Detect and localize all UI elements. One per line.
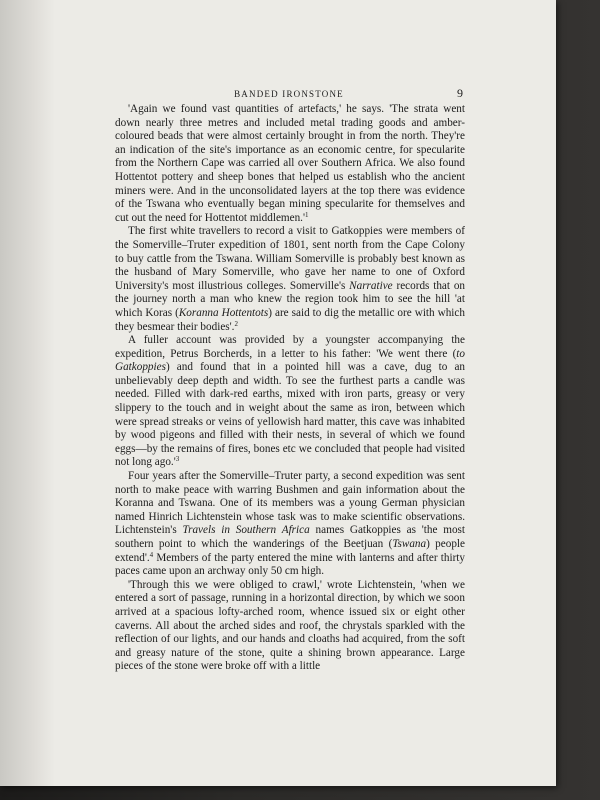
text-run: 'Again we found vast quantities of artefacts,' he says. 'The strata went down nearly three metres and included metal trading goods and amber-coloured beads that were almost certainly brought in from the north. They're an indication of the site's importance as an economic centre, for specularite from the Northern Cape was carried all over Southern Africa. We also found Hottentot pottery and sheep bones that helped us establish who the ancient miners were. And in the unconsolidated layers at the top there was evidence of the Tswana who eventually began mining specularite for themselves and cut out the need for Hottentot middlemen.' <box>115 103 465 224</box>
footnote-ref: 2 <box>234 319 238 328</box>
paragraph <box>115 225 465 334</box>
text-run: ) people extend'. <box>115 538 465 564</box>
text-run: ) are said to dig the metallic ore with which they besmear their bodies'. <box>115 306 465 333</box>
footnote-ref: 4 <box>149 550 154 559</box>
text-run: Four years after the Somerville–Truter party, a second expedition was sent north to make peace with warring Bushmen and gain information about the Koranna and Tswana. One of its members was a young German physician named Hinrich Lichtenstein whose task was to make scientific observations. Lichtenstein's <box>115 470 465 537</box>
text-run: Members of the party entered the mine with lanterns and after thirty paces came upon an archway only 50 cm high. <box>115 551 465 578</box>
footnote-ref: 1 <box>304 210 309 219</box>
paragraph <box>115 334 465 470</box>
italic-text: Koranna Hottentots <box>178 306 269 319</box>
italic-text: Tswana <box>392 538 427 550</box>
page-header <box>115 86 463 102</box>
italic-text: to Gatkoppies <box>115 347 465 374</box>
text-run: A fuller account was provided by a youngster accompanying the expedition, Petrus Borcherds, in a letter to his father: 'We went there ( <box>115 334 465 360</box>
text-run: The first white travellers to record a visit to Gatkoppies were members of the Somerville–Truter expedition of 1801, sent north from the Cape Colony to buy cattle from the Tswana. William Somerville is probably best known as the husband of Mary Somerville, who gave her name to one of Oxford University's most illustrious colleges. Somerville's <box>115 225 465 292</box>
page-number: 9 <box>457 86 463 100</box>
paragraph <box>115 579 465 674</box>
text-run: ) and found that in a pointed hill was a cave, dug to an unbelievably deep depth and width. To see the furthest parts a candle was needed. Filled with dark-red earths, mixed with iron parts, greasy or very slippery to the touch and in weight about the same as iron, between which were spread streaks or veins of yellowish hard matter, this cave was inhabited by wood pigeons and filled with their nests, in several of which we found eggs—by the remains of fires, bones etc we concluded that people had visited not long ago.' <box>115 361 465 469</box>
text-run: names Gatkoppies as 'the most southern point to which the wanderings of the Beetjuan ( <box>115 524 466 550</box>
footnote-ref: 3 <box>175 455 180 464</box>
italic-text: Narrative <box>349 279 393 292</box>
text-run: 'Through this we were obliged to crawl,' wrote Lichtenstein, 'when we entered a sort of passage, running in a horizontal direction, by which we soon arrived at a spacious lofty-arched room, whence issued six or eight other caverns. All about the arched sides and roof, the chrystals sparkled with the reflection of our lights, and our hands and cloaths had acquired, from the soft and greasy nature of the stone, quite a shining brown appearance. Large pieces of the stone were broke off with a little <box>115 578 465 673</box>
italic-text: Travels in Southern Africa <box>182 524 310 537</box>
paragraph <box>115 103 465 225</box>
paragraph <box>115 470 465 579</box>
body-text <box>115 103 465 674</box>
page-gutter <box>0 0 55 786</box>
running-title: BANDED IRONSTONE <box>234 89 344 99</box>
text-run: records that on the journey north a man who knew the region took him to see the hill 'at which Koras ( <box>115 279 466 319</box>
